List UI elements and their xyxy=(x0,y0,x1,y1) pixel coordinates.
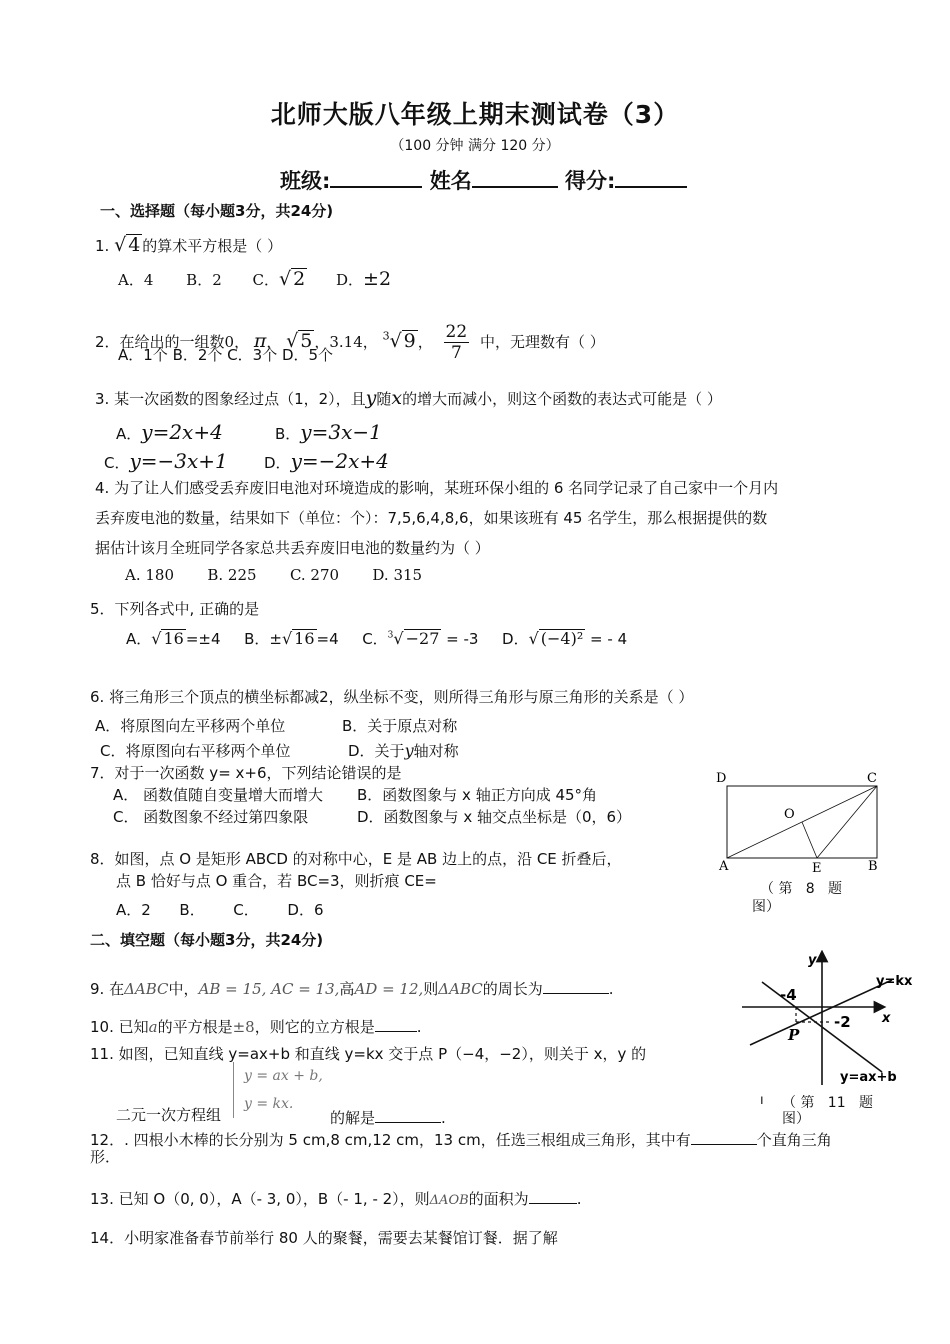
q9-pre: 9. 在 xyxy=(90,980,125,998)
q3-a-label: A． xyxy=(116,425,142,443)
q9-height: AD = 12, xyxy=(354,980,424,998)
q3-b-expr: y=3x−1 xyxy=(300,420,382,444)
q3-x: x xyxy=(391,387,403,409)
q7-stem: 7．对于一次函数 y= x+6，下列结论错误的是 xyxy=(90,764,402,782)
class-blank[interactable] xyxy=(330,164,422,188)
score-blank[interactable] xyxy=(615,164,687,188)
q13-pre: 13. 已知 O（0, 0），A（- 3, 0），B（- 1, - 2），则 xyxy=(90,1190,430,1208)
q3-a-expr: y=2x+4 xyxy=(141,420,223,444)
q1-radicand: 4 xyxy=(128,234,141,256)
q1-option-c[interactable]: C． xyxy=(252,271,280,289)
figure-11-caption-2: 图） xyxy=(782,1111,810,1127)
name-label: 姓名 xyxy=(429,169,472,193)
q3-b-label: B． xyxy=(275,425,301,443)
q13-answer-blank[interactable] xyxy=(529,1185,577,1204)
figure-11-caption-1: （ 第 11 题 xyxy=(782,1095,873,1111)
figure-8-caption-1: （ 第 8 题 xyxy=(760,881,843,897)
q8-options[interactable]: A．2 B． C． D．6 xyxy=(116,901,324,919)
q6-stem: 6. 将三角形三个顶点的横坐标都减2，纵坐标不变，则所得三角形与原三角形的关系是（ ） xyxy=(90,688,694,706)
q3-tail: 的增大而减小，则这个函数的表达式可能是（ ） xyxy=(402,390,722,408)
q5-d-tail: = - 4 xyxy=(590,630,628,648)
q9-triangle-1: ΔABC xyxy=(124,980,169,998)
q11-prefix: 二元一次方程组 xyxy=(116,1106,222,1124)
q11-end: . xyxy=(441,1109,446,1127)
q5-b-tail: =4 xyxy=(316,630,339,648)
q7-option-a[interactable]: A． 函数值随自变量增大而增大 xyxy=(113,786,324,804)
q7-option-b[interactable]: B．函数图象与 x 轴正方向成 45°角 xyxy=(357,786,598,804)
q5-b-radicand: 16 xyxy=(294,629,315,648)
q12-line-1 xyxy=(90,1126,832,1150)
q4-line-3: 据估计该月全班同学各家总共丢弃废旧电池的数量约为（ ） xyxy=(95,539,490,557)
q2-options[interactable]: A．1个 B．2个 C．3个 D．5个 xyxy=(118,346,334,364)
class-label: 班级: xyxy=(280,169,331,193)
q3-d-label: D． xyxy=(264,454,291,472)
q2-stem: 2．在给出的一组数0， π， √ 5 ，3.14， $^3$√ 9 ， $\frac{22}{7}$ 中，无理数有（ ） xyxy=(95,322,605,363)
crease-ce xyxy=(817,786,877,858)
q13-end: . xyxy=(576,1190,582,1208)
q2-fraction-numerator: 22 xyxy=(445,322,468,342)
q9-sides: AB = 15, AC = 13, xyxy=(198,980,340,998)
q3-c-label: C． xyxy=(104,454,130,472)
q4-line-1: 4. 为了让人们感受丢弃废旧电池对环境造成的影响，某班环保小组的 6 名同学记录了自己家中一个月内 xyxy=(95,479,779,497)
q1-text: 的算术平方根是（ ） xyxy=(142,237,283,255)
q7-option-c[interactable]: C． 函数图象不经过第四象限 xyxy=(113,808,309,826)
q12-line-2: 形． xyxy=(90,1148,121,1166)
label-point-p: P xyxy=(788,1026,800,1044)
label-y-ax-b: y=ax+b xyxy=(840,1070,897,1085)
q5-option-d[interactable]: D．√ (−4)² = - 4 xyxy=(502,629,628,648)
q2-sqrt5: 5 xyxy=(300,330,313,352)
q5-d-radicand: (−4)² xyxy=(540,629,584,648)
q2-pi: π xyxy=(253,330,267,352)
q5-b-label: B．± xyxy=(244,630,282,648)
q8-line-2: 点 B 恰好与点 O 重合，若 BC=3，则折痕 CE= xyxy=(116,872,437,890)
q6-d-post: 轴对称 xyxy=(413,742,459,760)
label-b: B xyxy=(868,859,878,874)
q2-prefix: 2．在给出的一组数 xyxy=(95,333,225,351)
q13-tail: 的面积为 xyxy=(468,1190,529,1208)
q11-line-1: 11. 如图，已知直线 y=ax+b 和直线 y=kx 交于点 P（−4，−2），则关于 x，y 的 xyxy=(90,1045,647,1063)
q3-option-c[interactable] xyxy=(104,449,228,473)
figure-11-tick: ı xyxy=(760,1093,764,1108)
q5-option-c[interactable]: C．$^3$√ −27 = -3 xyxy=(362,629,479,648)
q10-mid: 的平方根是 xyxy=(157,1018,233,1036)
q2-314: ，3.14， xyxy=(314,333,378,351)
q10-a: a xyxy=(148,1018,158,1036)
label-o: O xyxy=(784,807,795,822)
label-minus-2: -2 xyxy=(834,1013,851,1031)
q3-option-a[interactable] xyxy=(116,420,223,444)
q1-stem: 1. √ 4 的算术平方根是（ ） xyxy=(95,234,283,256)
q12-answer-blank[interactable] xyxy=(691,1126,757,1145)
q1-number: 1. xyxy=(95,237,110,255)
q9-then: 则 xyxy=(423,980,439,998)
q4-options[interactable]: A. 180 B. 225 C. 270 D. 315 xyxy=(125,566,423,584)
q5-options xyxy=(126,628,627,649)
q13-triangle: ΔAOB xyxy=(429,1193,469,1208)
q6-d-y: y xyxy=(404,741,414,760)
q9 xyxy=(90,975,614,999)
q10-answer-blank[interactable] xyxy=(375,1013,417,1032)
q11-equation-system xyxy=(233,1062,323,1118)
q5-stem: 5．下列各式中, 正确的是 xyxy=(90,600,260,618)
q11-eq-1: y = ax + b, xyxy=(244,1068,323,1084)
q2-cube-index: 3 xyxy=(382,329,390,343)
q9-end: . xyxy=(608,980,614,998)
q8-line-1: 8．如图，点 O 是矩形 ABCD 的对称中心，E 是 AB 边上的点，沿 CE 折叠后， xyxy=(90,850,622,868)
page-subtitle: （100 分钟 满分 120 分） xyxy=(390,138,560,154)
q5-option-a[interactable]: A．√ 16 =±4 xyxy=(126,629,221,648)
q3-d-expr: y=−2x+4 xyxy=(290,449,389,473)
q2-cbrt9: 9 xyxy=(403,330,416,352)
label-y-kx: y=kx xyxy=(876,974,913,989)
q3-text: 3. 某一次函数的图象经过点（1，2），且 xyxy=(95,390,366,408)
axis-label-x: x xyxy=(882,1011,891,1026)
q5-c-index: 3 xyxy=(387,630,394,641)
q3-c-expr: y=−3x+1 xyxy=(129,449,228,473)
q2-comma: ， xyxy=(266,333,282,351)
q11-answer xyxy=(330,1104,446,1128)
segment-oe xyxy=(802,822,817,858)
q9-triangle-2: ΔABC xyxy=(438,980,483,998)
q14-text: 14．小明家准备春节前举行 80 人的聚餐，需要去某餐馆订餐．据了解 xyxy=(90,1229,558,1247)
q2-tail: 中，无理数有（ ） xyxy=(479,333,605,351)
label-minus-4: -4 xyxy=(780,986,797,1004)
q4-line-2: 丢弃废电池的数量，结果如下（单位：个）：7,5,6,4,8,6，如果该班有 45 名学生，那么根据提供的数 xyxy=(95,509,768,527)
q10-pm8: ±8 xyxy=(232,1018,255,1036)
q10-end: . xyxy=(416,1018,422,1036)
figure-8-caption-2: 图） xyxy=(752,899,780,915)
q2-fraction-denominator: 7 xyxy=(450,343,462,363)
q5-a-label: A． xyxy=(126,630,152,648)
q1-option-b[interactable]: B．2 xyxy=(186,271,222,289)
q3-mid: 随 xyxy=(376,390,392,408)
q9-answer-blank[interactable] xyxy=(543,975,609,994)
q6-option-d[interactable] xyxy=(348,740,459,761)
q10-tail: ，则它的立方根是 xyxy=(254,1018,375,1036)
label-c: C xyxy=(867,771,877,786)
label-e: E xyxy=(812,861,822,876)
section-2-heading: 二、填空题（每小题3分，共24分) xyxy=(90,931,324,949)
q5-option-b[interactable]: B．±√ 16 =4 xyxy=(244,629,339,648)
q3-option-d[interactable] xyxy=(264,449,389,473)
q12-pre: 12．. 四根小木棒的长分别为 5 cm,8 cm,12 cm，13 cm，任选三根组成三角形，其中有 xyxy=(90,1131,691,1149)
q1-option-c-radicand: 2 xyxy=(293,268,306,290)
label-a: A xyxy=(719,859,729,874)
q11-tail: 的解是 xyxy=(330,1109,376,1127)
q1-option-d-value: ±2 xyxy=(363,268,392,290)
q12-post: 个直角三角 xyxy=(756,1131,832,1149)
figure-11 xyxy=(722,950,922,1090)
q10 xyxy=(90,1013,422,1037)
q1-option-d[interactable]: D． xyxy=(336,271,364,289)
axis-label-y: y xyxy=(808,953,817,968)
q5-d-label: D． xyxy=(502,630,529,648)
score-label: 得分: xyxy=(565,169,616,193)
q11-answer-blank[interactable] xyxy=(375,1104,441,1123)
q6-option-a[interactable]: A．将原图向左平移两个单位 xyxy=(95,717,286,735)
q1-option-a[interactable]: A．4 xyxy=(118,271,154,289)
q5-c-tail: = -3 xyxy=(446,630,479,648)
q9-height-word: 高 xyxy=(339,980,355,998)
q13 xyxy=(90,1185,581,1209)
section-1-heading: 一、选择题（每小题3分，共24分) xyxy=(100,202,334,220)
q5-a-radicand: 16 xyxy=(163,629,184,648)
q5-c-radicand: −27 xyxy=(405,629,440,648)
q9-mid: 中， xyxy=(168,980,199,998)
q3-option-b[interactable] xyxy=(275,420,382,444)
q11-eq-2: y = kx. xyxy=(244,1096,294,1112)
q6-option-b[interactable]: B．关于原点对称 xyxy=(342,717,458,735)
page-title: 北师大版八年级上期末测试卷（3） xyxy=(270,100,680,129)
q7-option-d[interactable]: D．函数图象与 x 轴交点坐标是（0，6） xyxy=(357,808,632,826)
q9-tail: 的周长为 xyxy=(482,980,543,998)
q5-a-tail: =±4 xyxy=(185,630,221,648)
name-blank[interactable] xyxy=(472,164,558,188)
q6-option-c[interactable]: C．将原图向右平移两个单位 xyxy=(100,742,291,760)
q5-c-label: C． xyxy=(362,630,388,648)
q3-y: y xyxy=(365,387,377,409)
q3-stem xyxy=(95,387,722,409)
q10-pre: 10. 已知 xyxy=(90,1018,149,1036)
q1-options: A．4 B．2 C．√ 2 D．±2 xyxy=(118,268,392,290)
q6-d-pre: D．关于 xyxy=(348,742,405,760)
label-d: D xyxy=(716,771,727,786)
student-info-line xyxy=(280,164,687,195)
q2-zero: 0， xyxy=(224,333,250,351)
